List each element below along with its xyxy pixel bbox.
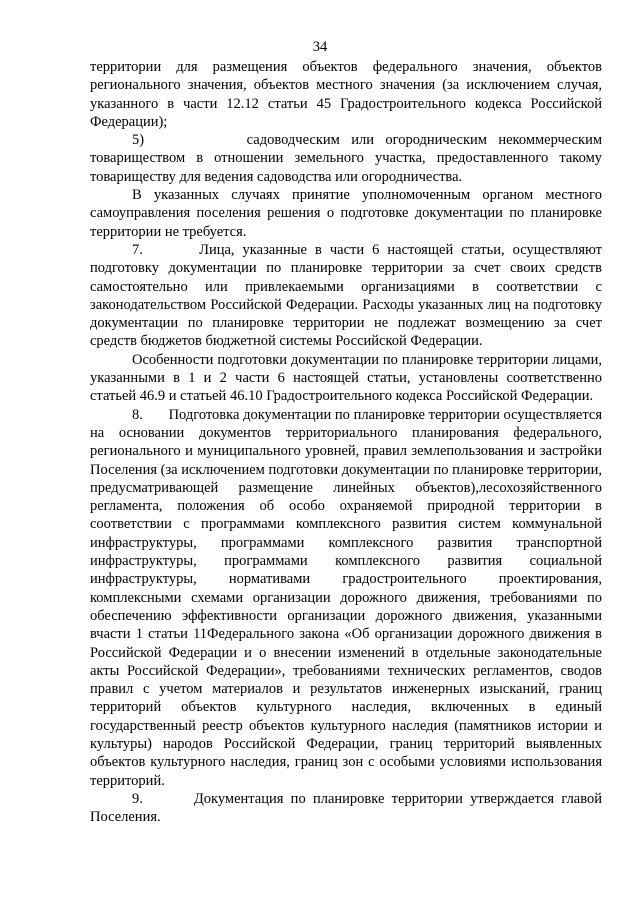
document-body — [90, 58, 602, 826]
paragraph-item-9: 9. Документация по планировке территории утверждается главой Поселения. — [90, 790, 602, 826]
paragraph-exception-note: В указанных случаях принятие уполномоченным органом местного самоуправления поселения решения о подготовке документации по планировке территории не требуется. — [90, 187, 602, 240]
paragraph-item-5: 5) садоводческим или огородническим некоммерческим товариществом в отношении земельного участка, предоставленного такому товариществу для ведения садоводства или огородничества. — [90, 132, 602, 185]
paragraph-item-8: 8. Подготовка документации по планировке территории осуществляется на основании документов территориального планирования федерального, регионального и муниципального уровней, правил землепользования и застройки Поселения (за исключением подготовки документации по планировке территории, предусматривающей размещение линейных объектов),лесохозяйственного регламента, положения об особо охраняемой природной территории в соответствии с программами комплексного развития систем коммунальной инфраструктуры, программами комплексного развития транспортной инфраструктуры, программами комплексного развития социальной инфраструктуры, нормативами градостроительного проектирования, комплексными схемами организации дорожного движения, требованиями по обеспечению эффективности организации дорожного движения, указанными вчасти 1 статьи 11Федерального закона «Об организации дорожного движения в Российской Федерации и о внесении изменений в отдельные законодательные акты Российской Федерации», требованиями технических регламентов, сводов правил с учетом материалов и результатов инженерных изысканий, границ территорий объектов культурного наследия, включенных в единый государственный реестр объектов культурного наследия (памятников истории и культуры) народов Российской Федерации, границ территорий выявленных объектов культурного наследия, границ зон с особыми условиями использования территорий. — [90, 406, 603, 789]
paragraph-continuation: территории для размещения объектов федерального значения, объектов регионального значения, объектов местного значения (за исключением случая, указанного в части 12.12 статьи 45 Градостроительного кодекса Российской Федерации); — [90, 59, 602, 130]
paragraph-specifics: Особенности подготовки документации по планировке территории лицами, указанными в 1 и 2 части 6 настоящей статьи, установлены соответственно статьей 46.9 и статьей 46.10 Градостроительного кодекса Российской Федерации. — [90, 351, 602, 405]
page-number: 34 — [312, 39, 328, 55]
paragraph-item-7: 7. Лица, указанные в части 6 настоящей статьи, осуществляют подготовку документации по планировке территории за счет своих средств самостоятельно или привлекаемыми организациями в соответствии с законодательством Российской Федерации. Расходы указанных лиц на подготовку документации по планировке территории не подлежат возмещению за счет средств бюджетов бюджетной системы Российской Федерации. — [90, 241, 602, 350]
